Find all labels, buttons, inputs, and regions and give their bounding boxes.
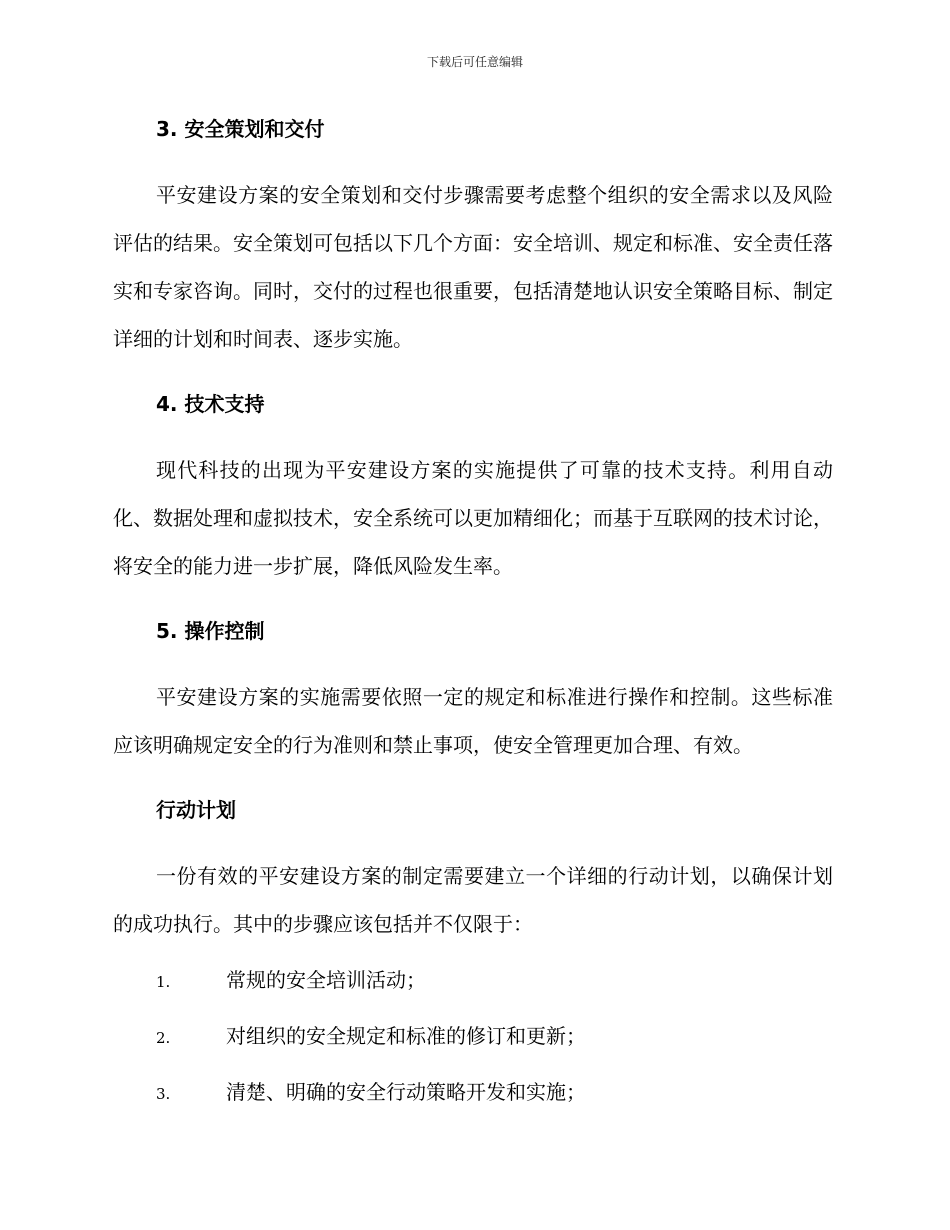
section-heading: 行动计划 [156, 798, 236, 822]
section-paragraph: 现代科技的出现为平安建设方案的实施提供了可靠的技术支持。利用自动化、数据处理和虚拟技术，安全系统可以更加精细化；而基于互联网的技术讨论，将安全的能力进一步扩展，降低风险发生率。 [113, 458, 833, 578]
list-item-number: 3. [156, 1085, 171, 1103]
section-technical-support [113, 388, 833, 590]
action-step-list [113, 952, 833, 1120]
section-heading: 5. 操作控制 [156, 619, 265, 643]
section-paragraph: 平安建设方案的实施需要依照一定的规定和标准进行操作和控制。这些标准应该明确规定安全的行为准则和禁止事项，使安全管理更加合理、有效。 [113, 685, 833, 757]
section-safety-planning [113, 113, 833, 363]
section-operation-control [113, 615, 833, 769]
list-item [113, 1064, 833, 1120]
list-item-number: 1. [156, 973, 171, 991]
header-note: 下载后可任意编辑 [426, 55, 523, 69]
list-item-text: 对组织的安全规定和标准的修订和更新； [226, 1024, 586, 1048]
list-item-text: 常规的安全培训活动； [226, 968, 426, 992]
list-item-number: 2. [156, 1029, 171, 1047]
section-action-plan [113, 794, 833, 948]
document-body [113, 113, 833, 1120]
section-heading: 3. 安全策划和交付 [156, 117, 325, 141]
section-paragraph: 平安建设方案的安全策划和交付步骤需要考虑整个组织的安全需求以及风险评估的结果。安全策划可包括以下几个方面：安全培训、规定和标准、安全责任落实和专家咨询。同时，交付的过程也很重要，包括清楚地认识安全策略目标、制定详细的计划和时间表、逐步实施。 [113, 183, 833, 351]
section-heading: 4. 技术支持 [156, 392, 265, 416]
list-item [113, 952, 833, 1008]
list-item [113, 1008, 833, 1064]
section-paragraph: 一份有效的平安建设方案的制定需要建立一个详细的行动计划，以确保计划的成功执行。其中的步骤应该包括并不仅限于： [113, 864, 833, 936]
list-item-text: 清楚、明确的安全行动策略开发和实施； [226, 1080, 586, 1104]
